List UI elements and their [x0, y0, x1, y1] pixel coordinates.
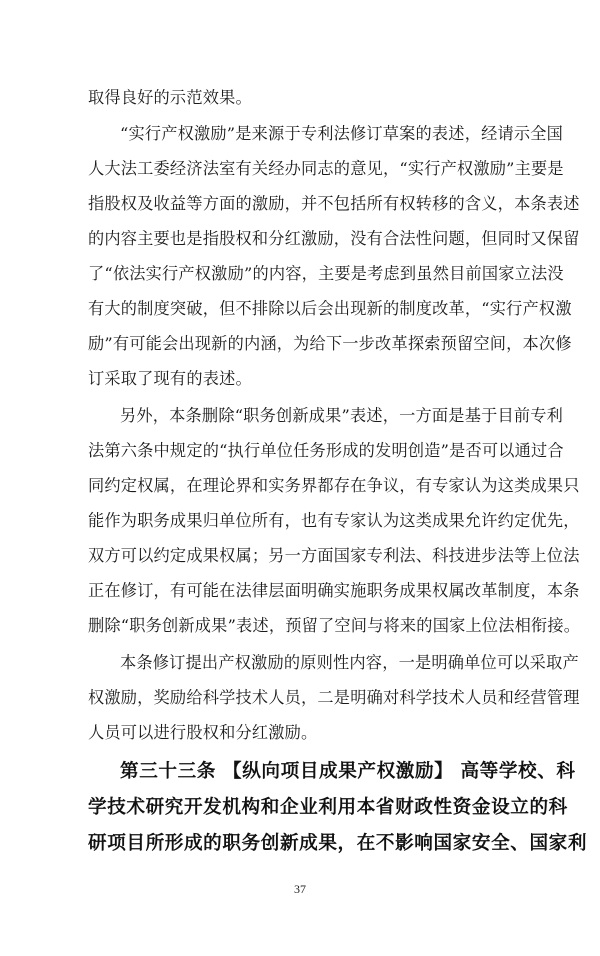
text-line: 本条修订提出产权激励的原则性内容，一是明确单位可以采取产	[120, 653, 579, 672]
text-line: 励”有可能会出现新的内涵，为给下一步改革探索预留空间，本次修	[88, 334, 572, 353]
text-line: 人员可以进行股权和分红激励。	[88, 723, 318, 742]
text-line: 的内容主要也是指股权和分红激励，没有合法性问题，但同时又保留	[88, 229, 580, 248]
text-line: 人大法工委经济法室有关经办同志的意见，“实行产权激励”主要是	[88, 159, 564, 178]
text-line: 订采取了现有的表述。	[88, 369, 252, 388]
heading-line: 研项目所形成的职务创新成果，在不影响国家安全、国家利	[88, 833, 588, 854]
text-line: 双方可以约定成果权属；另一方面国家专利法、科技进步法等上位法	[88, 546, 580, 565]
heading-line: 学技术研究开发机构和企业利用本省财政性资金设立的科	[88, 797, 568, 818]
text-line: 正在修订，有可能在法律层面明确实施职务成果权属改革制度，本条	[88, 581, 580, 600]
page-number: 37	[294, 882, 306, 896]
text-line: 指股权及收益等方面的激励，并不包括所有权转移的含义，本条表述	[88, 194, 580, 213]
text-line: 能作为职务成果归单位所有，也有专家认为这类成果允许约定优先，	[88, 511, 580, 530]
text-line: 法第六条中规定的“执行单位任务形成的发明创造”是否可以通过合	[88, 441, 564, 460]
heading-line: 第三十三条 【纵向项目成果产权激励】 高等学校、科	[120, 761, 576, 782]
text-line: 了“依法实行产权激励”的内容，主要是考虑到虽然目前国家立法没	[88, 264, 564, 283]
text-line: 删除“职务创新成果”表述，预留了空间与将来的国家上位法相衔接。	[88, 616, 581, 635]
text-line: “实行产权激励”是来源于专利法修订草案的表述，经请示全国	[120, 124, 564, 143]
text-line: 取得良好的示范效果。	[88, 88, 252, 107]
text-line: 同约定权属，在理论界和实务界都存在争议，有专家认为这类成果只	[88, 476, 580, 495]
text-line: 有大的制度突破，但不排除以后会出现新的制度改革，“实行产权激	[88, 299, 572, 318]
text-line: 权激励，奖励给科学技术人员，二是明确对科学技术人员和经营管理	[88, 688, 580, 707]
text-line: 另外，本条删除“职务创新成果”表述，一方面是基于目前专利	[120, 406, 564, 425]
